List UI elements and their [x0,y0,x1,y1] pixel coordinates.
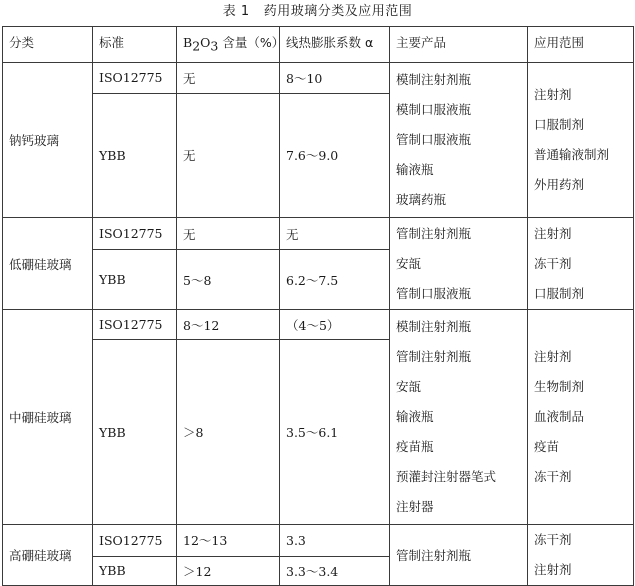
caption-title: 药用玻璃分类及应用范围 [263,4,413,19]
list-item: 安瓿 [396,379,422,394]
list-item: 玻璃药瓶 [396,192,447,207]
b2o3-cell: 无 [177,218,280,250]
list-item: 冻干剂 [534,255,572,271]
list-item: 外用药剂 [534,177,585,192]
header-products: 主要产品 [390,27,528,63]
standard-cell: YBB [93,93,177,217]
list-item: 管制注射剂瓶 [396,225,472,241]
products-cell [390,310,528,525]
applications-cell [528,218,634,310]
table-row [3,63,634,94]
list-item: 注射剂 [534,225,572,241]
b2o3-cell: ＞8 [177,340,280,525]
standard-cell: ISO12775 [93,63,177,94]
products-cell [390,525,528,586]
header-applications: 应用范围 [528,27,634,63]
list-item: 预灌封注射器笔式 [396,469,497,484]
table-caption [0,0,635,26]
list-item: 疫苗 [534,439,560,454]
header-b2o3: $B_2O_3$ 含量（%） [177,27,280,63]
b2o3-cell: 无 [177,93,280,217]
list-item: 模制口服液瓶 [396,102,472,117]
alpha-cell: 无 [280,218,390,250]
list-item: 输液瓶 [396,162,434,177]
header-row [3,27,634,63]
standard-cell: YBB [93,556,177,585]
list-item: 血液制品 [534,409,585,424]
list-item: 模制注射剂瓶 [396,319,472,334]
b2o3-cell: 8～12 [177,310,280,340]
header-standard: 标准 [93,27,177,63]
b2o3-cell: 12～13 [177,525,280,557]
table-row [3,218,634,250]
list-item: 口服制剂 [534,117,585,132]
list-item: 注射剂 [534,87,572,102]
list-item: 模制注射剂瓶 [396,72,472,87]
alpha-cell: 6.2～7.5 [280,250,390,310]
list-item: 注射剂 [534,349,572,364]
list-item: 管制口服液瓶 [396,285,472,301]
list-item: 管制口服液瓶 [396,132,472,147]
b2o3-cell: ＞12 [177,556,280,585]
list-item: 安瓿 [396,255,422,271]
list-item: 生物制剂 [534,379,585,394]
standard-cell: ISO12775 [93,525,177,557]
list-item: 冻干剂 [534,469,572,484]
table-row [3,310,634,340]
applications-cell [528,63,634,218]
applications-cell [528,310,634,525]
group-name: 低硼硅玻璃 [3,218,93,310]
header-category: 分类 [3,27,93,63]
alpha-cell: 3.3～3.4 [280,556,390,585]
table-row [3,525,634,557]
products-cell [390,218,528,310]
list-item: 注射器 [396,499,434,514]
standard-cell: YBB [93,340,177,525]
list-item: 口服制剂 [534,285,585,301]
header-alpha: 线热膨胀系数 α [280,27,390,63]
b2o3-cell: 无 [177,63,280,94]
alpha-cell: 3.5～6.1 [280,340,390,525]
caption-number: 表 1 [222,4,250,19]
list-item: 管制注射剂瓶 [396,349,472,364]
glass-classification-table [2,26,634,586]
list-item: 注射剂 [534,562,572,577]
list-item: 普通输液制剂 [534,147,610,162]
alpha-cell: 3.3 [280,525,390,557]
group-name: 中硼硅玻璃 [3,310,93,525]
standard-cell: ISO12775 [93,310,177,340]
list-item: 输液瓶 [396,409,434,424]
standard-cell: YBB [93,250,177,310]
list-item: 管制注射剂瓶 [396,548,472,563]
group-name: 高硼硅玻璃 [3,525,93,586]
alpha-cell: 8～10 [280,63,390,94]
alpha-cell: （4～5） [280,310,390,340]
products-cell [390,63,528,218]
b2o3-cell: 5～8 [177,250,280,310]
list-item: 冻干剂 [534,532,572,547]
alpha-cell: 7.6～9.0 [280,93,390,217]
group-name: 钠钙玻璃 [3,63,93,218]
applications-cell [528,525,634,586]
list-item: 疫苗瓶 [396,439,434,454]
standard-cell: ISO12775 [93,218,177,250]
